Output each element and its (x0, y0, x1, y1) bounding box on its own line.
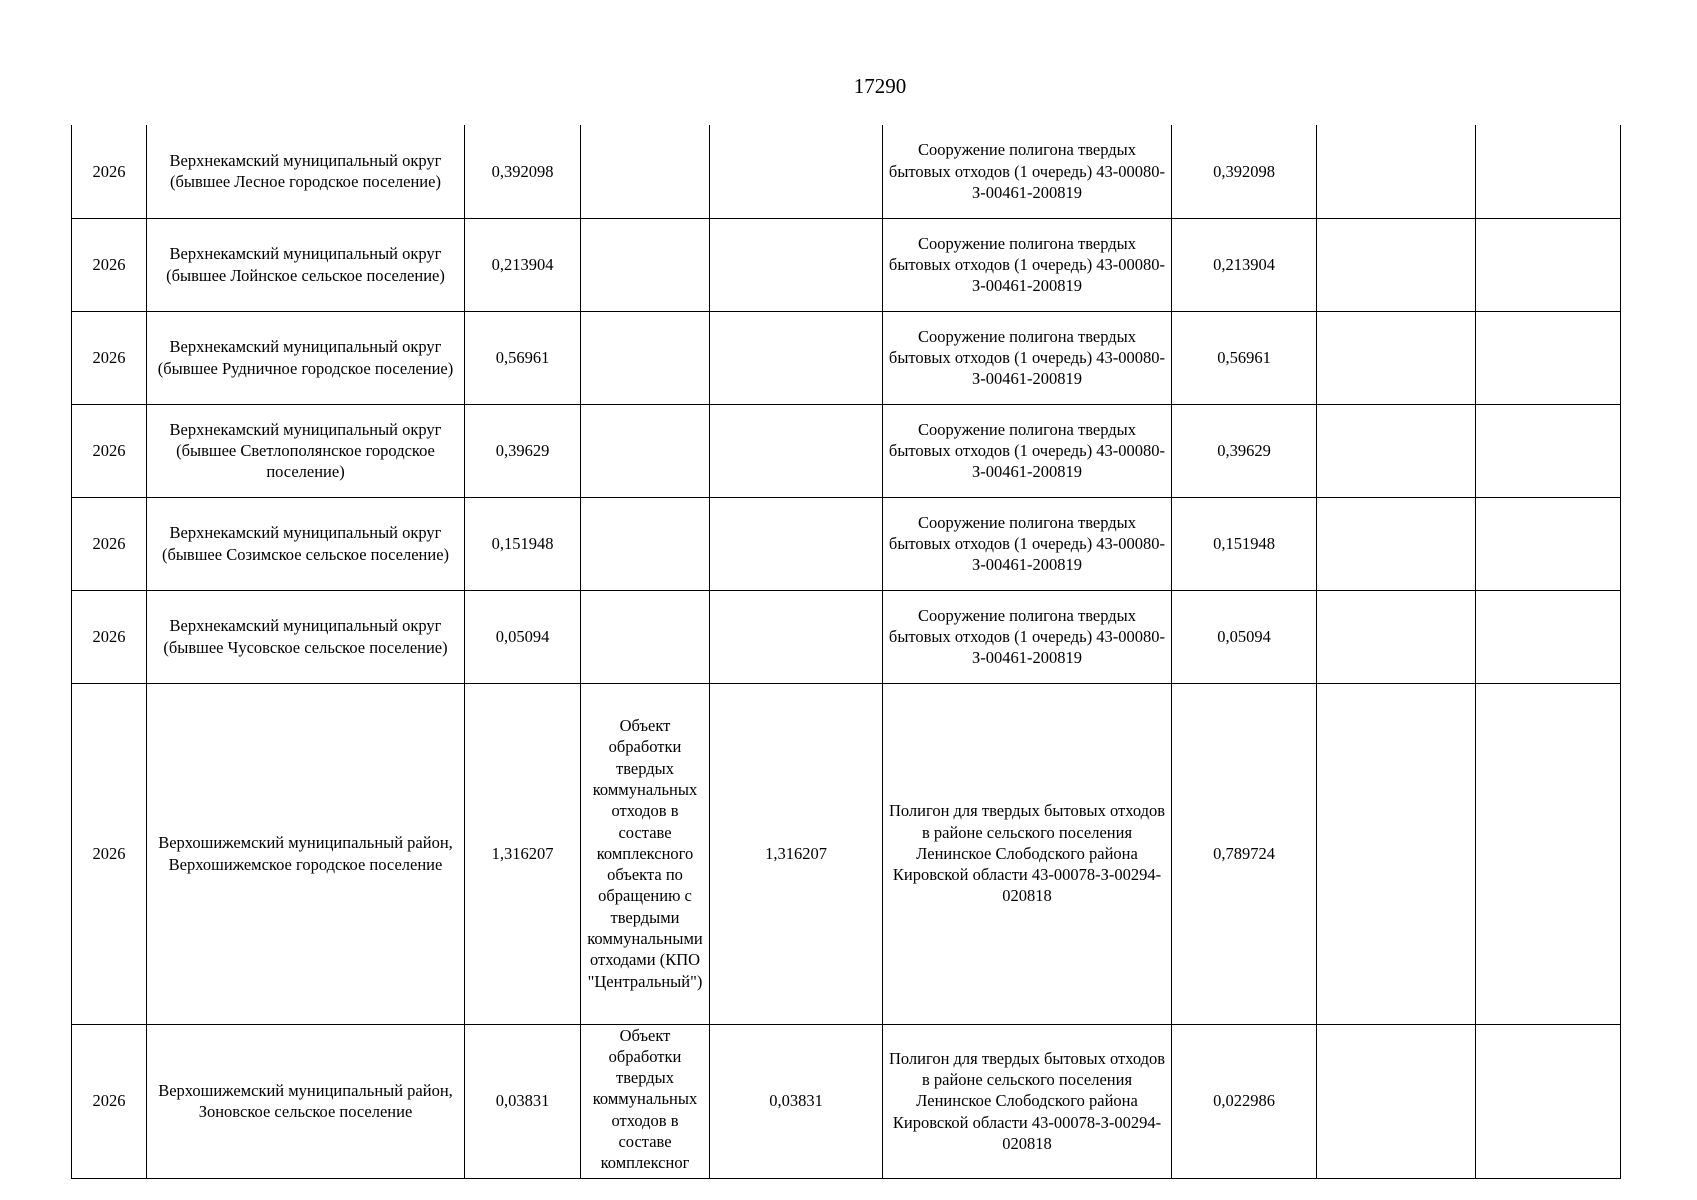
empty-cell (1476, 1024, 1621, 1178)
empty-cell (1476, 497, 1621, 590)
facility-volume-cell: 0,03831 (710, 1024, 883, 1178)
table-row (72, 218, 1621, 311)
territory-cell: Верхнекамский муниципальный округ (бывшее Рудничное городское поселение) (147, 311, 465, 404)
landfill-volume-cell: 0,022986 (1172, 1024, 1317, 1178)
landfill-cell: Сооружение полигона твердых бытовых отходов (1 очередь) 43-00080-З-00461-200819 (883, 404, 1172, 497)
year-cell: 2026 (72, 497, 147, 590)
territory-cell: Верхнекамский муниципальный округ (бывшее Лесное городское поселение) (147, 125, 465, 218)
empty-cell (1317, 218, 1476, 311)
landfill-cell: Сооружение полигона твердых бытовых отходов (1 очередь) 43-00080-З-00461-200819 (883, 125, 1172, 218)
empty-cell (1476, 683, 1621, 1024)
table-row (72, 404, 1621, 497)
volume-cell: 0,56961 (465, 311, 581, 404)
facility-volume-cell (710, 218, 883, 311)
facility-volume-cell (710, 311, 883, 404)
landfill-volume-cell: 0,151948 (1172, 497, 1317, 590)
facility-volume-cell: 1,316207 (710, 683, 883, 1024)
landfill-volume-cell: 0,213904 (1172, 218, 1317, 311)
facility-cell (581, 125, 710, 218)
landfill-cell: Сооружение полигона твердых бытовых отходов (1 очередь) 43-00080-З-00461-200819 (883, 311, 1172, 404)
volume-cell: 0,151948 (465, 497, 581, 590)
page-number: 17290 (853, 74, 907, 98)
landfill-volume-cell: 0,392098 (1172, 125, 1317, 218)
empty-cell (1317, 497, 1476, 590)
year-cell: 2026 (72, 311, 147, 404)
territory-cell: Верхошижемский муниципальный район, Верхошижемское городское поселение (147, 683, 465, 1024)
territory-cell: Верхнекамский муниципальный округ (бывшее Чусовское сельское поселение) (147, 590, 465, 683)
empty-cell (1476, 590, 1621, 683)
empty-cell (1317, 404, 1476, 497)
landfill-volume-cell: 0,789724 (1172, 683, 1317, 1024)
empty-cell (1317, 125, 1476, 218)
empty-cell (1476, 125, 1621, 218)
facility-volume-cell (710, 125, 883, 218)
volume-cell: 1,316207 (465, 683, 581, 1024)
year-cell: 2026 (72, 125, 147, 218)
landfill-volume-cell: 0,56961 (1172, 311, 1317, 404)
territory-cell: Верхошижемский муниципальный район, Зоновское сельское поселение (147, 1024, 465, 1178)
landfill-volume-cell: 0,39629 (1172, 404, 1317, 497)
landfill-cell: Сооружение полигона твердых бытовых отходов (1 очередь) 43-00080-З-00461-200819 (883, 497, 1172, 590)
volume-cell: 0,213904 (465, 218, 581, 311)
table-row (72, 1024, 1621, 1178)
empty-cell (1317, 683, 1476, 1024)
table-row (72, 311, 1621, 404)
volume-cell: 0,03831 (465, 1024, 581, 1178)
facility-cell (581, 404, 710, 497)
facility-cell: Объект обработки твердых коммунальных отходов в составе комплексного объекта по обращению с твердыми коммунальными отходами (КПО "Центральный") (581, 683, 710, 1024)
facility-volume-cell (710, 404, 883, 497)
empty-cell (1476, 404, 1621, 497)
waste-flow-table (71, 125, 1621, 1179)
landfill-cell: Сооружение полигона твердых бытовых отходов (1 очередь) 43-00080-З-00461-200819 (883, 590, 1172, 683)
landfill-cell: Полигон для твердых бытовых отходов в районе сельского поселения Ленинское Слободского района Кировской области 43-00078-З-00294-020818 (883, 1024, 1172, 1178)
facility-cell (581, 497, 710, 590)
facility-cell (581, 590, 710, 683)
volume-cell: 0,05094 (465, 590, 581, 683)
territory-cell: Верхнекамский муниципальный округ (бывшее Созимское сельское поселение) (147, 497, 465, 590)
table-row (72, 683, 1621, 1024)
table-row (72, 125, 1621, 218)
volume-cell: 0,39629 (465, 404, 581, 497)
territory-cell: Верхнекамский муниципальный округ (бывшее Светлополянское городское поселение) (147, 404, 465, 497)
year-cell: 2026 (72, 590, 147, 683)
volume-cell: 0,392098 (465, 125, 581, 218)
facility-volume-cell (710, 590, 883, 683)
facility-cell (581, 218, 710, 311)
empty-cell (1476, 218, 1621, 311)
table-row (72, 497, 1621, 590)
landfill-cell: Сооружение полигона твердых бытовых отходов (1 очередь) 43-00080-З-00461-200819 (883, 218, 1172, 311)
facility-cell: Объект обработки твердых коммунальных отходов в составе комплексног (581, 1024, 710, 1178)
landfill-volume-cell: 0,05094 (1172, 590, 1317, 683)
empty-cell (1317, 311, 1476, 404)
year-cell: 2026 (72, 683, 147, 1024)
territory-cell: Верхнекамский муниципальный округ (бывшее Лойнское сельское поселение) (147, 218, 465, 311)
facility-volume-cell (710, 497, 883, 590)
empty-cell (1317, 590, 1476, 683)
facility-cell (581, 311, 710, 404)
year-cell: 2026 (72, 404, 147, 497)
year-cell: 2026 (72, 1024, 147, 1178)
landfill-cell: Полигон для твердых бытовых отходов в районе сельского поселения Ленинское Слободского района Кировской области 43-00078-З-00294-020818 (883, 683, 1172, 1024)
empty-cell (1317, 1024, 1476, 1178)
empty-cell (1476, 311, 1621, 404)
table-row (72, 590, 1621, 683)
year-cell: 2026 (72, 218, 147, 311)
